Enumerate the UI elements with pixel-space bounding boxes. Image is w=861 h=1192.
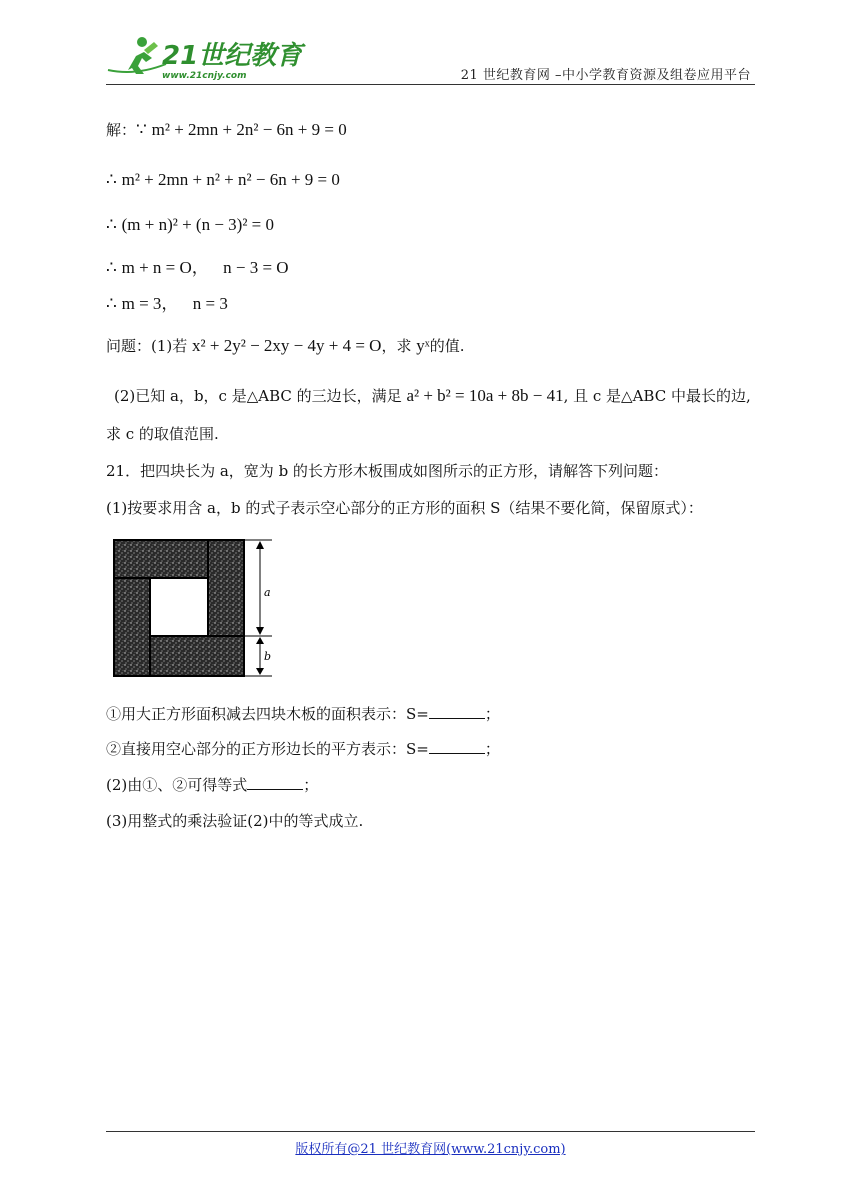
label-a: a	[264, 586, 271, 599]
solution-line-2: ∴ m² + 2mn + n² + n² − 6n + 9 = 0	[106, 170, 340, 189]
question-2-line-2: 求 c 的取值范围.	[106, 425, 219, 443]
item-2: ②直接用空心部分的正方形边长的平方表示：S= ；	[106, 740, 500, 758]
hollow-square	[150, 578, 208, 636]
site-tagline: 21 世纪教育网 –中小学教育资源及组卷应用平台	[460, 68, 751, 83]
problem-21-stem: 21．把四块长为 a，宽为 b 的长方形木板围成如图所示的正方形，请解答下列问题：	[106, 462, 668, 480]
answer-blank-3[interactable]	[247, 789, 303, 790]
footer-divider	[106, 1131, 755, 1132]
answer-blank-1[interactable]	[429, 718, 485, 719]
label-b: b	[264, 650, 272, 663]
footer-copyright-link[interactable]: 版权所有@21 世纪教育网(www.21cnjy.com)	[295, 1142, 566, 1157]
runner-logo-icon	[106, 30, 303, 82]
question-2: (2)已知 a，b，c 是△ABC 的三边长，满足 a² + b² = 10a + 8b − 41, 且 c 是△ABC 中最长的边,	[114, 386, 751, 405]
square-figure	[112, 538, 282, 680]
question-1: 问题：(1)若 x² + 2y² − 2xy − 4y + 4 = O，求 yˣ的值.	[106, 336, 465, 355]
solution-line-3: ∴ (m + n)² + (n − 3)² = 0	[106, 215, 275, 234]
equation: m² + 2mn + 2n² − 6n + 9 = 0	[151, 120, 347, 139]
header-divider	[106, 84, 755, 85]
solution-line-1: 解：∵ m² + 2mn + 2n² − 6n + 9 = 0	[106, 120, 347, 139]
logo-text: 21世纪教育	[162, 41, 303, 71]
site-logo	[106, 30, 303, 82]
item-1: ①用大正方形面积减去四块木板的面积表示：S= ；	[106, 705, 500, 723]
logo-url: www.21cnjy.com	[162, 71, 247, 81]
answer-blank-2[interactable]	[429, 753, 485, 754]
problem-21-part-2: (2)由①、②可得等式 ；	[106, 776, 319, 794]
problem-21-part-1: (1)按要求用含 a，b 的式子表示空心部分的正方形的面积 S（结果不要化简，保留原式）：	[106, 499, 703, 517]
equation: (m + n)² + (n − 3)² = 0	[121, 215, 275, 234]
equation: m² + 2mn + n² + n² − 6n + 9 = 0	[121, 170, 340, 189]
problem-21-part-3: (3)用整式的乘法验证(2)中的等式成立.	[106, 812, 364, 830]
solution-line-4: ∴ m + n = O， n − 3 = O	[106, 258, 289, 277]
solution-line-5: ∴ m = 3， n = 3	[106, 294, 228, 313]
